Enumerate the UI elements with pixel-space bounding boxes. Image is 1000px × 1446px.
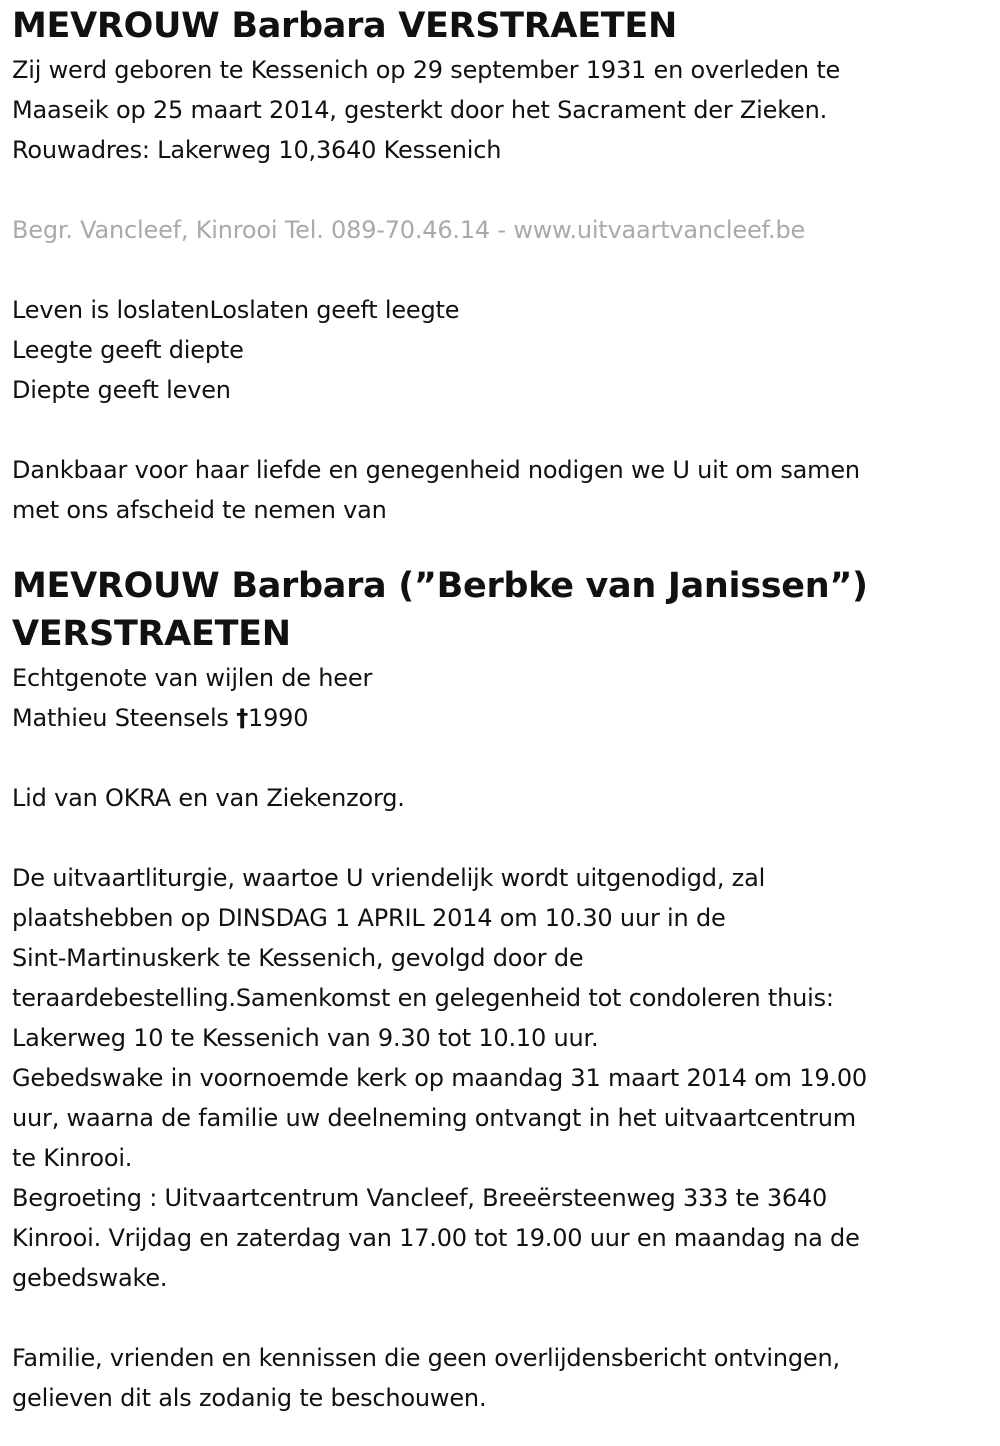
obituary-page xyxy=(12,0,992,1418)
full-name-block xyxy=(12,562,992,658)
spacer xyxy=(12,410,992,450)
invite-block xyxy=(12,450,992,530)
invite-line: met ons afscheid te nemen van xyxy=(12,496,387,524)
spacer xyxy=(12,530,992,562)
spouse-death-year: 1990 xyxy=(248,704,309,732)
spacer xyxy=(12,250,992,290)
undertaker-info: Begr. Vancleef, Kinrooi Tel. 089-70.46.14 - www.uitvaartvancleef.be xyxy=(12,216,806,244)
details-line: uur, waarna de familie uw deelneming ontvangt in het uitvaartcentrum xyxy=(12,1104,856,1132)
details-line: gebedswake. xyxy=(12,1264,168,1292)
details-line: Begroeting : Uitvaartcentrum Vancleef, Breeërsteenweg 333 te 3640 xyxy=(12,1184,828,1212)
details-line: teraardebestelling.Samenkomst en gelegenheid tot condoleren thuis: xyxy=(12,984,834,1012)
cross-icon: † xyxy=(236,704,248,732)
full-name-line: VERSTRAETEN xyxy=(12,614,291,654)
details-line: te Kinrooi. xyxy=(12,1144,133,1172)
heading: MEVROUW Barbara VERSTRAETEN xyxy=(12,6,677,46)
poem-line: Leegte geeft diepte xyxy=(12,336,244,364)
details-line: plaatshebben op DINSDAG 1 APRIL 2014 om 10.30 uur in de xyxy=(12,904,726,932)
details-line: Lakerweg 10 te Kessenich van 9.30 tot 10.10 uur. xyxy=(12,1024,599,1052)
spacer xyxy=(12,1298,992,1338)
spouse-name-line xyxy=(12,698,992,738)
poem-block xyxy=(12,290,992,410)
spouse-block xyxy=(12,658,992,738)
poem-line: Diepte geeft leven xyxy=(12,376,231,404)
intro-line: Maaseik op 25 maart 2014, gesterkt door het Sacrament der Zieken. xyxy=(12,96,828,124)
membership: Lid van OKRA en van Ziekenzorg. xyxy=(12,784,405,812)
mourning-address: Rouwadres: Lakerweg 10,3640 Kessenich xyxy=(12,136,502,164)
details-line: Gebedswake in voornoemde kerk op maandag 31 maart 2014 om 19.00 xyxy=(12,1064,867,1092)
poem-line: Leven is loslatenLoslaten geeft leegte xyxy=(12,296,460,324)
spacer xyxy=(12,818,992,858)
intro-block xyxy=(12,50,992,170)
details-line: Sint-Martinuskerk te Kessenich, gevolgd door de xyxy=(12,944,584,972)
details-line: Kinrooi. Vrijdag en zaterdag van 17.00 tot 19.00 uur en maandag na de xyxy=(12,1224,860,1252)
spouse-line: Echtgenote van wijlen de heer xyxy=(12,664,373,692)
closing-block xyxy=(12,1338,992,1418)
invite-line: Dankbaar voor haar liefde en genegenheid nodigen we U uit om samen xyxy=(12,456,860,484)
details-line: De uitvaartliturgie, waartoe U vriendelijk wordt uitgenodigd, zal xyxy=(12,864,766,892)
full-name-line: MEVROUW Barbara (”Berbke van Janissen”) xyxy=(12,566,868,606)
spacer xyxy=(12,170,992,210)
details-block xyxy=(12,858,992,1298)
intro-line: Zij werd geboren te Kessenich op 29 september 1931 en overleden te xyxy=(12,56,841,84)
spouse-name: Mathieu Steensels xyxy=(12,704,229,732)
closing-line: Familie, vrienden en kennissen die geen overlijdensbericht ontvingen, xyxy=(12,1344,840,1372)
closing-line: gelieven dit als zodanig te beschouwen. xyxy=(12,1384,487,1412)
spacer xyxy=(12,738,992,778)
